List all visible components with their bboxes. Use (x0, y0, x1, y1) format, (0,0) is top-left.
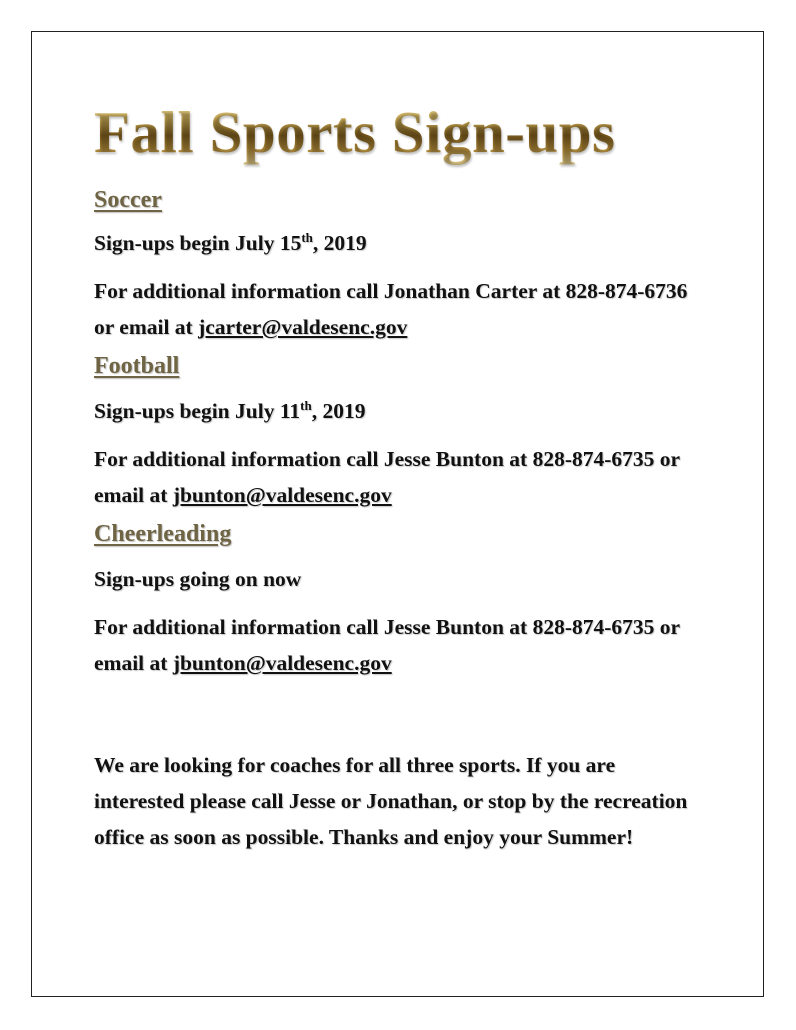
email-link-soccer[interactable]: jcarter@valdesenc.gov (198, 315, 408, 339)
section-heading-soccer: Soccer (94, 187, 162, 213)
page-title: Fall Sports Sign-ups (94, 96, 724, 168)
signup-status-cheerleading: Sign-ups going on now (94, 567, 302, 591)
section-heading-football: Football (94, 353, 180, 379)
email-link-cheerleading[interactable]: jbunton@valdesenc.gov (172, 651, 392, 675)
ordinal-suffix: th (300, 397, 312, 413)
section-soccer (94, 185, 724, 345)
flyer-content (94, 96, 724, 855)
closing-line: office as soon as possible. Thanks and enjoy your Summer! (94, 825, 634, 849)
contact-prefix: email at (94, 483, 173, 507)
signup-date-text: Sign-ups begin July 11 (94, 399, 301, 423)
info-line-cheerleading: For additional information call Jesse Bunton at 828-874-6735 or (94, 615, 681, 639)
contact-prefix: email at (94, 651, 173, 675)
signup-date-soccer (94, 225, 724, 261)
section-cheerleading (94, 519, 724, 681)
closing-paragraph (94, 747, 724, 855)
section-heading-cheerleading: Cheerleading (94, 521, 232, 547)
contact-prefix: or email at (94, 315, 199, 339)
signup-year: , 2019 (311, 399, 366, 423)
info-line-soccer: For additional information call Jonathan Carter at 828-874-6736 (94, 279, 688, 303)
contact-line-cheerleading (94, 645, 724, 681)
signup-date-text: Sign-ups begin July 15 (94, 231, 302, 255)
signup-year: , 2019 (312, 231, 367, 255)
ordinal-suffix: th (301, 229, 313, 245)
info-line-football: For additional information call Jesse Bunton at 828-874-6735 or (94, 447, 681, 471)
contact-line-soccer (94, 309, 724, 345)
email-link-football[interactable]: jbunton@valdesenc.gov (172, 483, 392, 507)
signup-date-football (94, 393, 724, 429)
closing-line: We are looking for coaches for all three sports. If you are (94, 753, 616, 777)
closing-line: interested please call Jesse or Jonathan, or stop by the recreation (94, 789, 688, 813)
section-football (94, 351, 724, 513)
contact-line-football (94, 477, 724, 513)
